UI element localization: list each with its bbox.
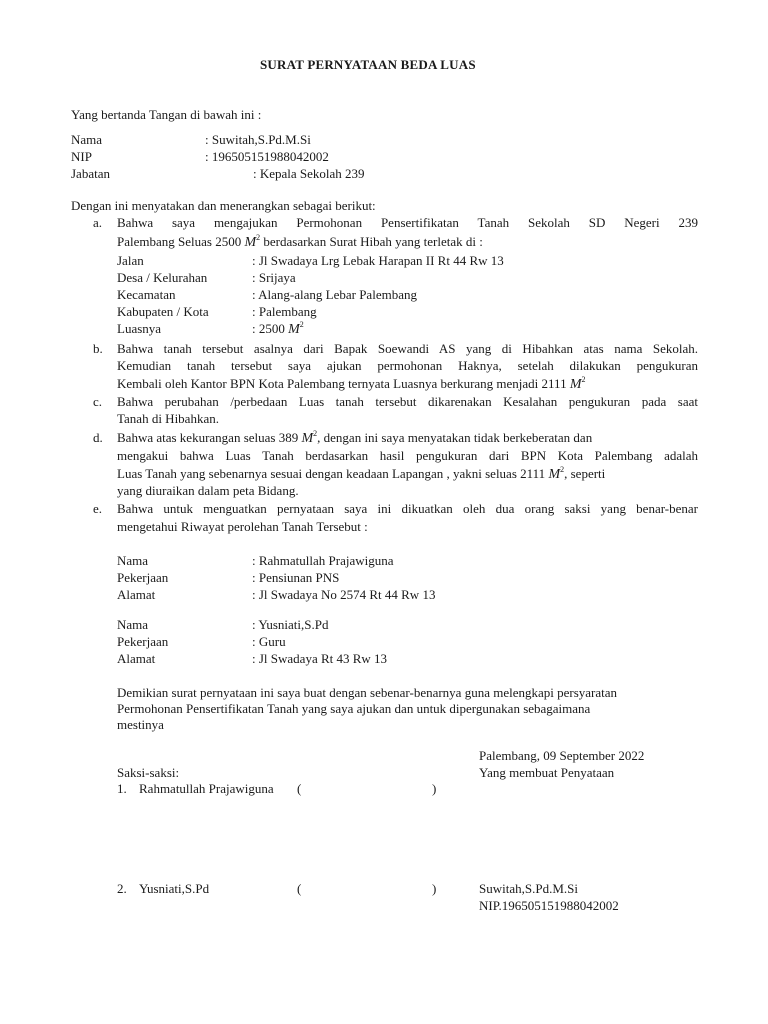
signature2-close-paren: ): [432, 881, 437, 896]
location-city-label: Kabupaten / Kota: [117, 304, 209, 319]
item-a-line2: Palembang Seluas 2500 $M^2$ berdasarkan Surat Hibah yang terletak di :: [117, 233, 483, 250]
witness1-job-label: Pekerjaan: [117, 570, 169, 585]
witness1-address-value: : Jl Swadaya No 2574 Rt 44 Rw 13: [252, 587, 436, 602]
signer-position-label: Jabatan: [71, 166, 110, 181]
witness2-job-value: : Guru: [252, 634, 286, 649]
item-c-line2: Tanah di Hibahkan.: [117, 411, 219, 426]
location-village-label: Desa / Kelurahan: [117, 270, 208, 285]
witness1-job-value: : Pensiunan PNS: [252, 570, 340, 585]
document-title: SURAT PERNYATAAN BEDA LUAS: [260, 57, 476, 72]
witness2-name-value: : Yusniati,S.Pd: [252, 617, 329, 632]
item-a-line1: Bahwa saya mengajukan Permohonan Pensertifikatan Tanah Sekolah SD Negeri 239: [117, 215, 698, 230]
location-area-label: Luasnya: [117, 321, 162, 336]
location-city-value: : Palembang: [252, 304, 317, 319]
witness2-address-value: : Jl Swadaya Rt 43 Rw 13: [252, 651, 388, 666]
witness1-name-value: : Rahmatullah Prajawiguna: [252, 553, 394, 568]
item-e-line1: Bahwa untuk menguatkan pernyataan saya ini dikuatkan oleh dua orang saksi yang benar-benar: [117, 501, 698, 516]
item-b-line1: Bahwa tanah tersebut asalnya dari Bapak Soewandi AS yang di Hibahkan atas nama Sekolah.: [117, 341, 698, 356]
signer-name-value: : Suwitah,S.Pd.M.Si: [205, 132, 311, 147]
item-c-marker: c.: [93, 394, 103, 409]
item-b-marker: b.: [93, 341, 103, 356]
signature1-close-paren: ): [432, 781, 437, 796]
signer-signature-name: Suwitah,S.Pd.M.Si: [479, 881, 578, 896]
item-d-marker: d.: [93, 430, 103, 445]
place-date: Palembang, 09 September 2022: [479, 748, 645, 763]
closing-line1: Demikian surat pernyataan ini saya buat dengan sebenar-benarnya guna melengkapi persyaratan: [117, 685, 618, 700]
intro-text: Yang bertanda Tangan di bawah ini :: [71, 107, 262, 122]
witness2-name-label: Nama: [117, 617, 149, 632]
location-area-value: : 2500 $M^2$: [252, 320, 304, 337]
location-street-label: Jalan: [117, 253, 144, 268]
item-e-marker: e.: [93, 501, 103, 516]
item-d-line1: Bahwa atas kekurangan seluas 389 $M^2$, dengan ini saya menyatakan tidak berkeberatan dan: [117, 429, 593, 446]
signature1-name: Rahmatullah Prajawiguna: [139, 781, 274, 796]
signer-signature-nip: NIP.196505151988042002: [479, 898, 619, 913]
signature2-name: Yusniati,S.Pd: [139, 881, 210, 896]
location-district-label: Kecamatan: [117, 287, 176, 302]
signature1-number: 1.: [117, 781, 127, 796]
maker-label: Yang membuat Penyataan: [479, 765, 615, 780]
item-a-marker: a.: [93, 215, 103, 230]
item-e-line2: mengetahui Riwayat perolehan Tanah Tersebut :: [117, 519, 368, 534]
signer-position-value: : Kepala Sekolah 239: [253, 166, 365, 181]
closing-line3: mestinya: [117, 717, 164, 732]
statement-intro: Dengan ini menyatakan dan menerangkan sebagai berikut:: [71, 198, 376, 213]
witness2-job-label: Pekerjaan: [117, 634, 169, 649]
item-b-line2: Kemudian tanah tersebut saya ajukan permohonan Haknya, setelah dilakukan pengukuran: [117, 358, 698, 373]
witnesses-heading: Saksi-saksi:: [117, 765, 180, 780]
closing-line2: Permohonan Pensertifikatan Tanah yang saya ajukan dan untuk dipergunakan sebagaimana: [117, 701, 591, 716]
signature2-open-paren: (: [297, 881, 302, 896]
item-d-line2: mengakui bahwa Luas Tanah berdasarkan hasil pengukuran dari BPN Kota Palembang adalah: [117, 448, 698, 463]
location-village-value: : Srijaya: [252, 270, 296, 285]
location-street-value: : Jl Swadaya Lrg Lebak Harapan II Rt 44 Rw 13: [252, 253, 504, 268]
item-d-line4: yang diuraikan dalam peta Bidang.: [117, 483, 299, 498]
signature1-open-paren: (: [297, 781, 302, 796]
item-d-line3: Luas Tanah yang sebenarnya sesuai dengan keadaan Lapangan , yakni seluas 2111 $M^2$, seperti: [117, 465, 606, 482]
location-district-value: : Alang-alang Lebar Palembang: [252, 287, 417, 302]
witness2-address-label: Alamat: [117, 651, 156, 666]
signer-nip-value: : 196505151988042002: [205, 149, 329, 164]
signature2-number: 2.: [117, 881, 127, 896]
item-b-line3: Kembali oleh Kantor BPN Kota Palembang ternyata Luasnya berkurang menjadi 2111 $M^2$: [117, 375, 586, 392]
signer-nip-label: NIP: [71, 149, 92, 164]
witness1-address-label: Alamat: [117, 587, 156, 602]
signer-name-label: Nama: [71, 132, 103, 147]
witness1-name-label: Nama: [117, 553, 149, 568]
item-c-line1: Bahwa perubahan /perbedaan Luas tanah tersebut dikarenakan Kesalahan pengukuran pada saat: [117, 394, 698, 409]
